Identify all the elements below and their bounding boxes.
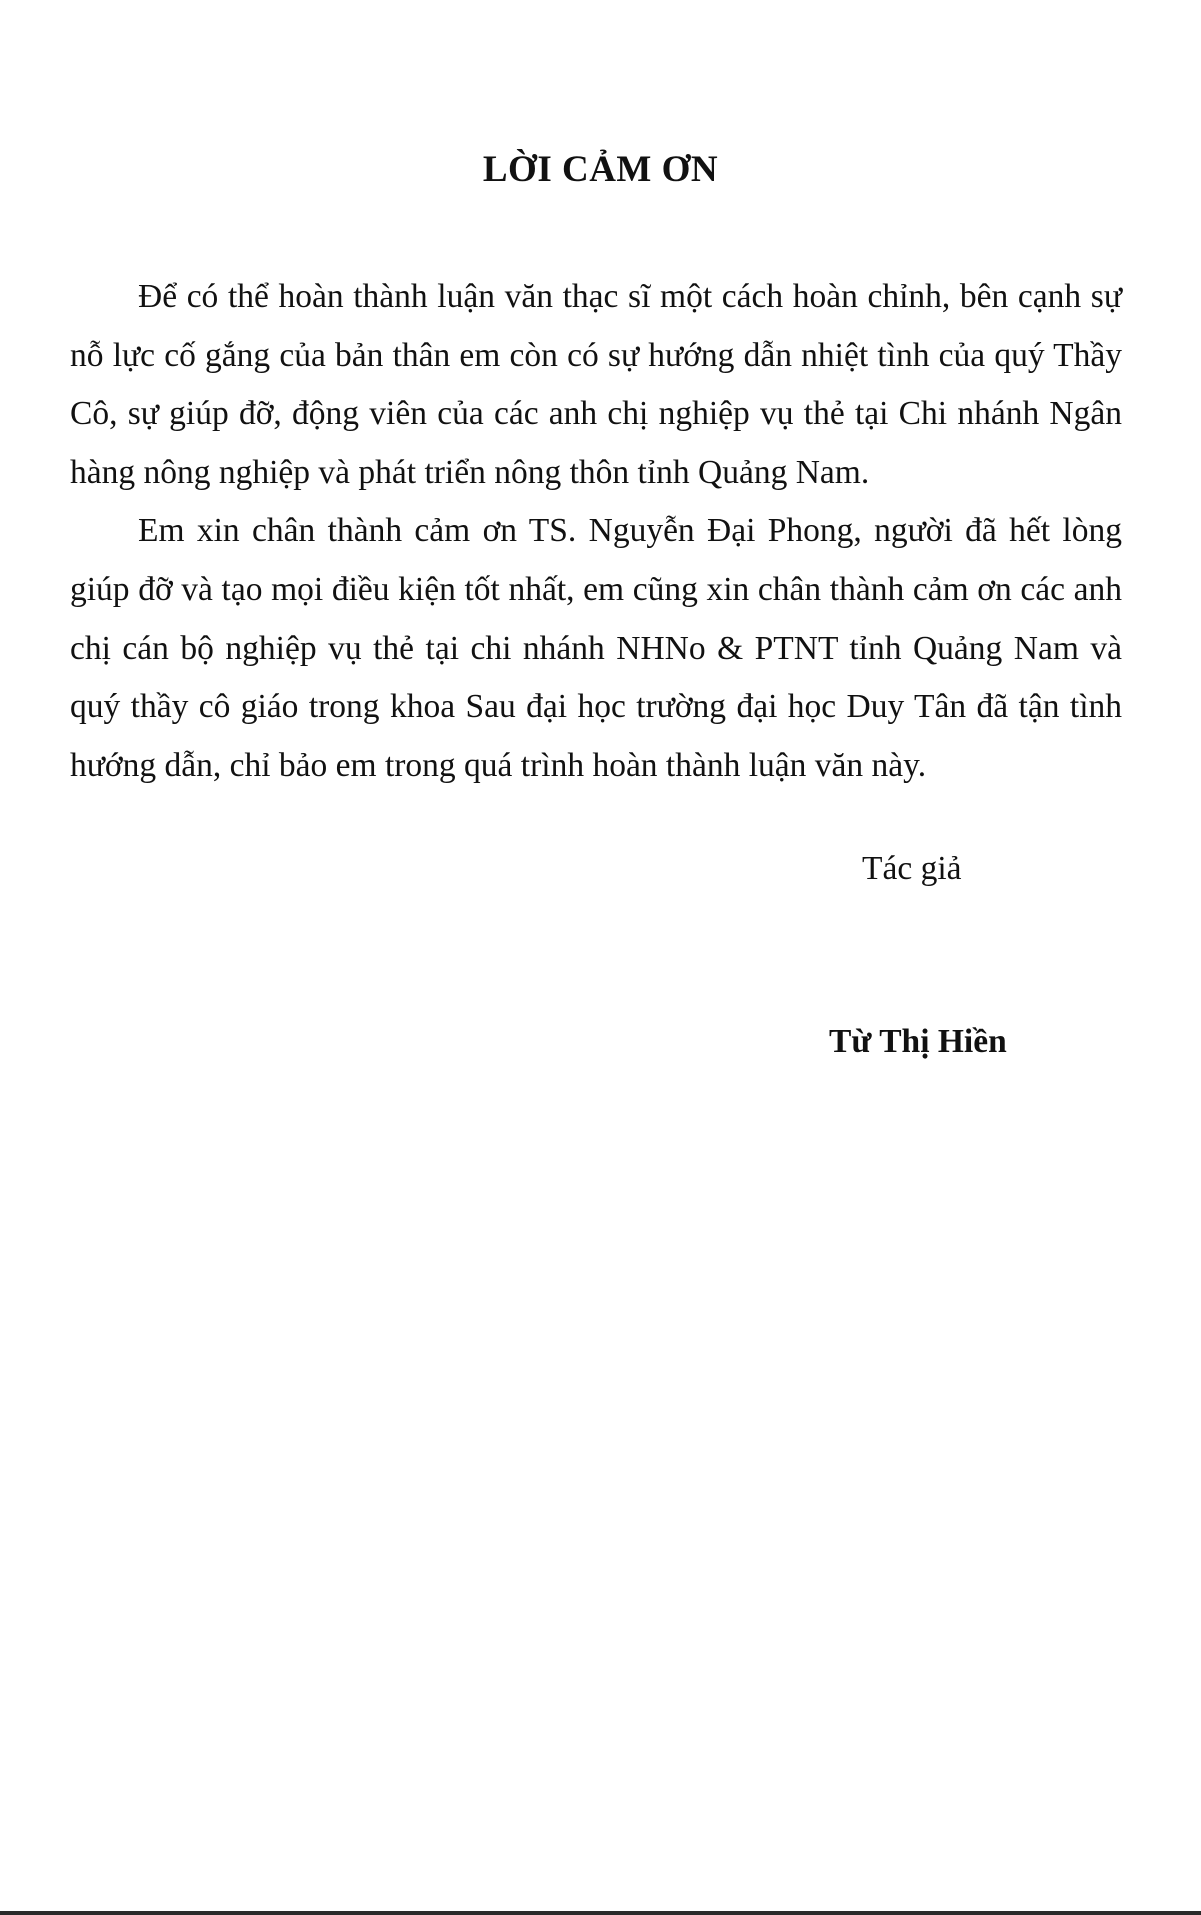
- author-name: Từ Thị Hiền: [829, 1023, 1007, 1060]
- paragraph: Để có thể hoàn thành luận văn thạc sĩ một cách hoàn chỉnh, bên cạnh sự nỗ lực cố gắng của bản thân em còn có sự hướng dẫn nhiệt tình của quý Thầy Cô, sự giúp đỡ, động viên của các anh chị nghiệp vụ thẻ tại Chi nhánh Ngân hàng nông nghiệp và phát triển nông thôn tỉnh Quảng Nam.: [70, 278, 1122, 491]
- author-label: Tác giả: [862, 850, 962, 887]
- page-bottom-edge: [0, 1911, 1201, 1915]
- acknowledgement-body: [70, 268, 1122, 795]
- page-title: LỜI CẢM ƠN: [482, 149, 719, 190]
- paragraph: Em xin chân thành cảm ơn TS. Nguyễn Đại Phong, người đã hết lòng giúp đỡ và tạo mọi điều kiện tốt nhất, em cũng xin chân thành cảm ơn các anh chị cán bộ nghiệp vụ thẻ tại chi nhánh NHNo & PTNT tỉnh Quảng Nam và quý thầy cô giáo trong khoa Sau đại học trường đại học Duy Tân đã tận tình hướng dẫn, chỉ bảo em trong quá trình hoàn thành luận văn này.: [70, 512, 1122, 784]
